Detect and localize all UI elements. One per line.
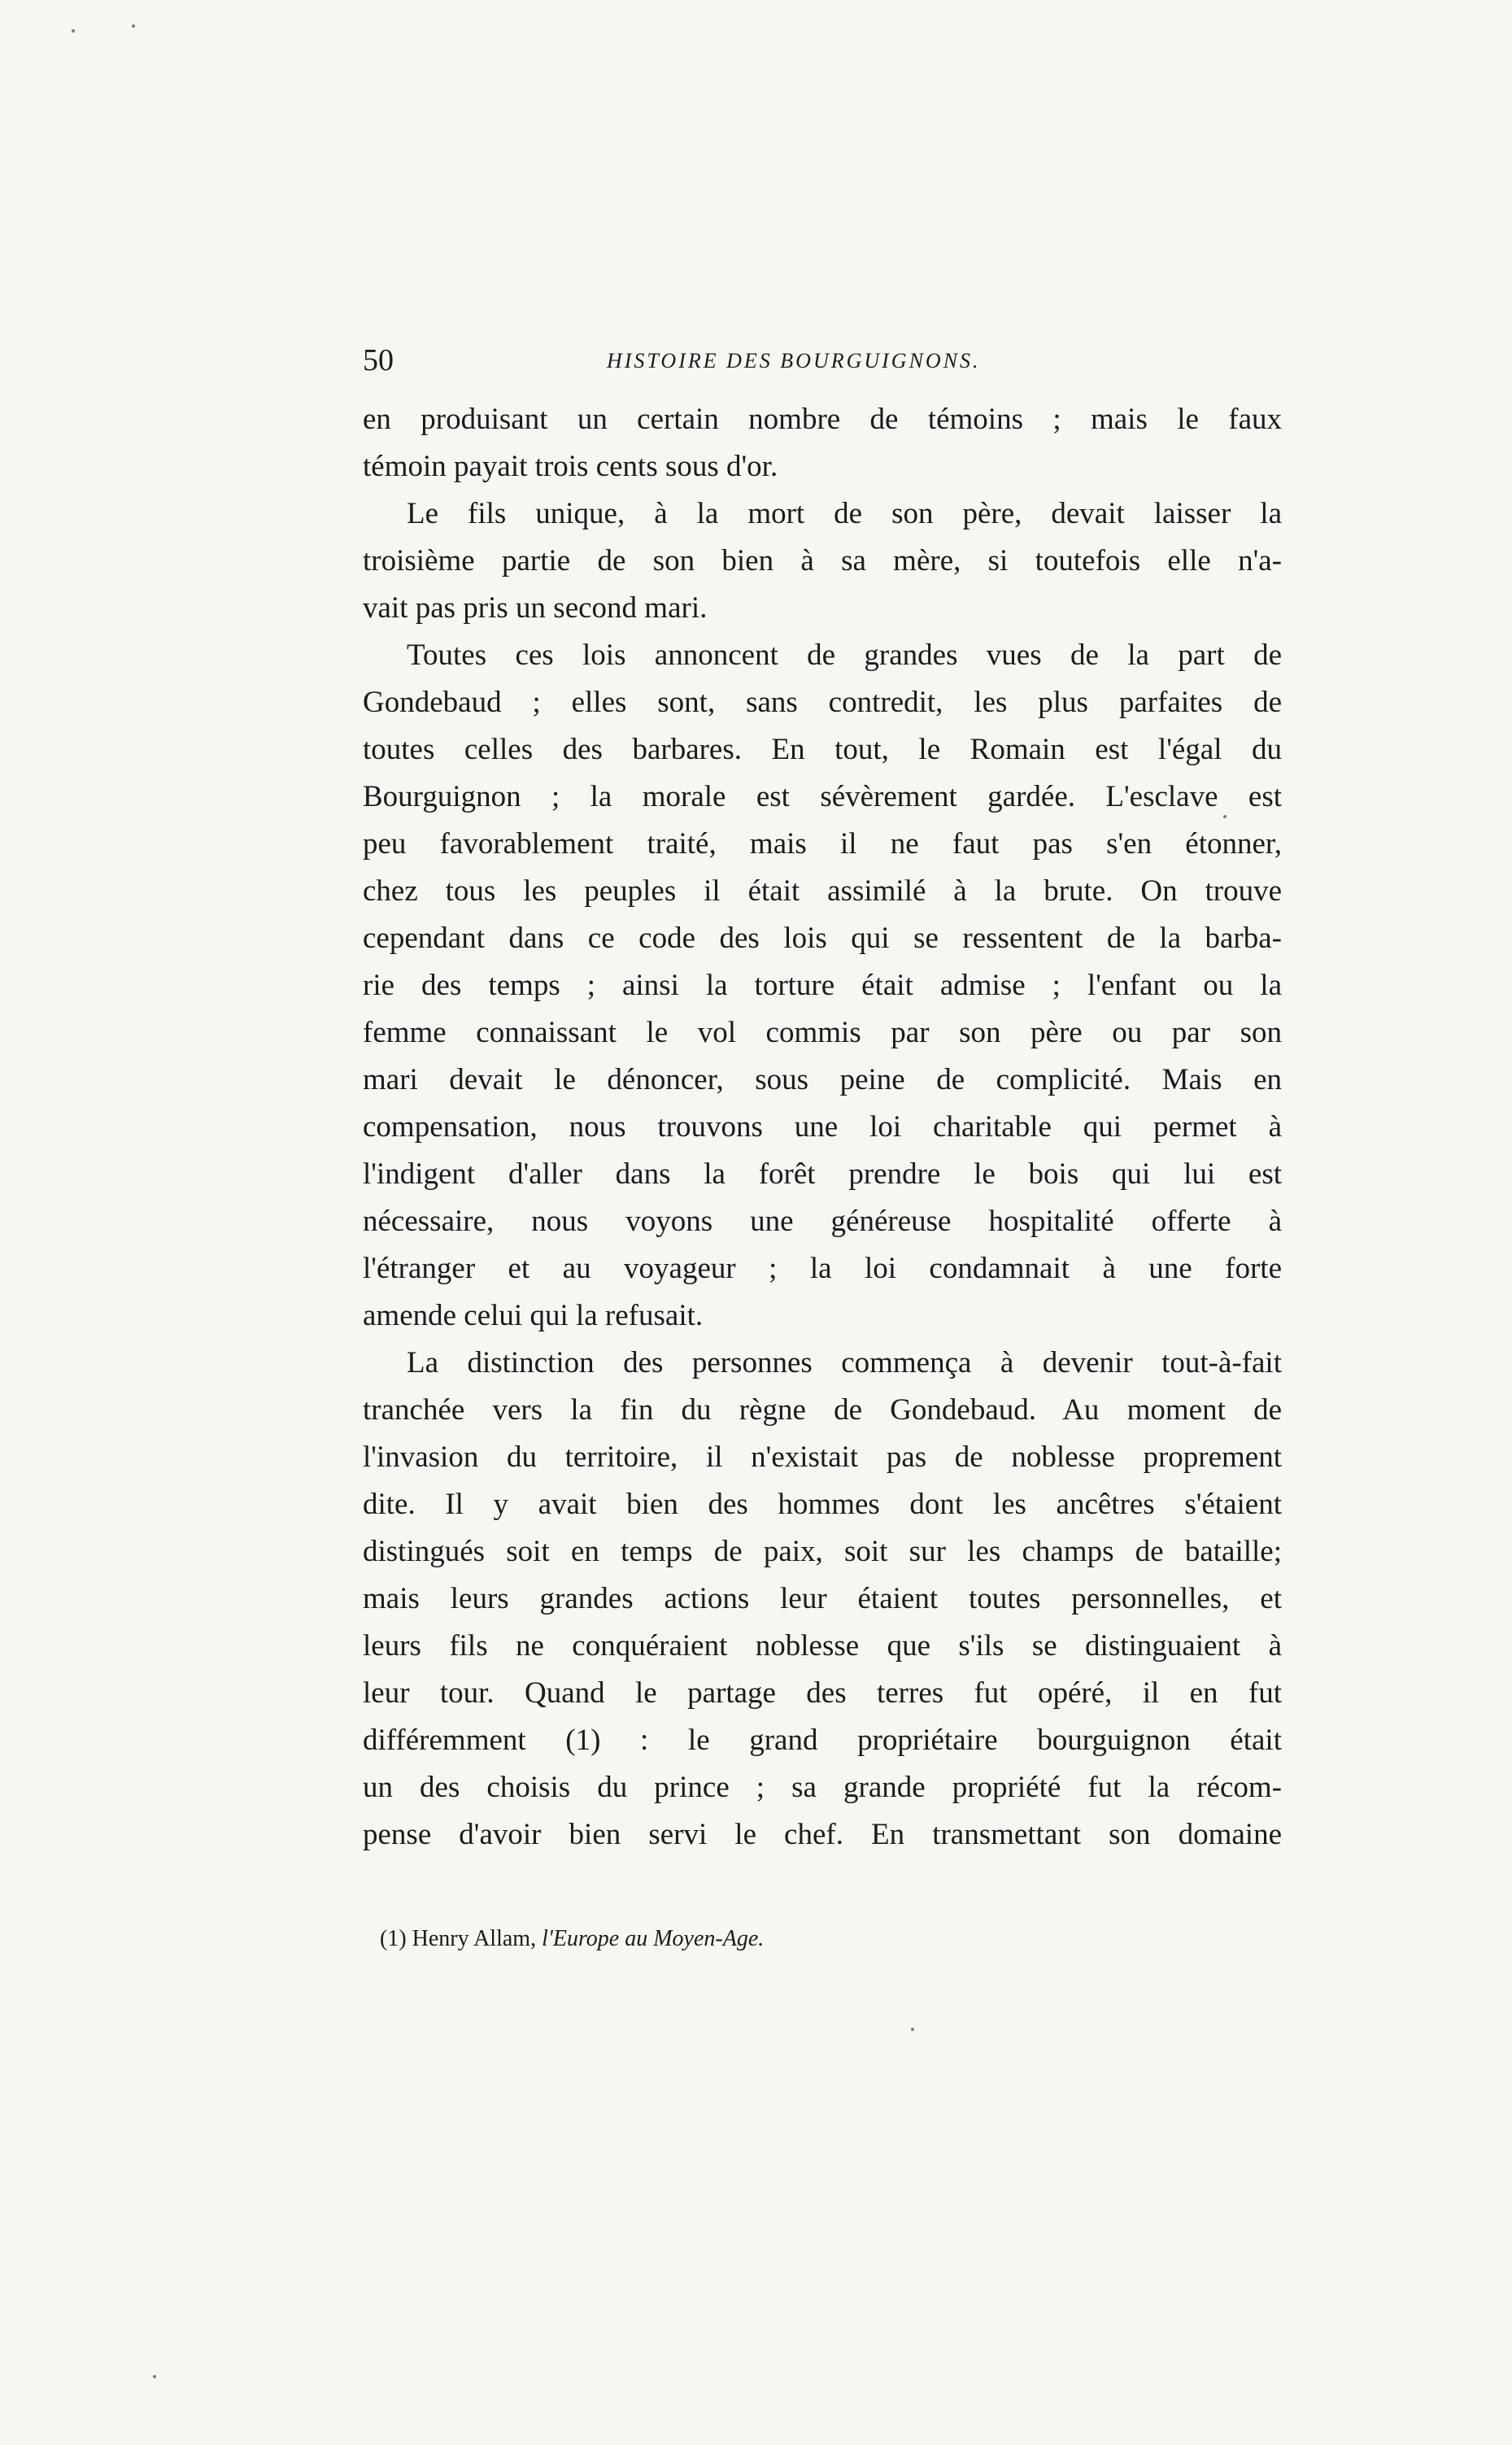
- page-header: [363, 340, 1282, 389]
- text-line: nécessaire, nous voyons une généreuse hospitalité offerte à: [363, 1205, 1282, 1238]
- text-line: l'invasion du territoire, il n'existait pas de noblesse proprement: [363, 1440, 1282, 1474]
- text-line: peu favorablement traité, mais il ne faut pas s'en étonner,: [363, 827, 1282, 861]
- text-line: leurs fils ne conquéraient noblesse que s'ils se distinguaient à: [363, 1629, 1282, 1663]
- text-line: témoin payait trois cents sous d'or.: [363, 450, 778, 483]
- footnote-work: l'Europe au Moyen-Age.: [542, 1926, 765, 1951]
- text-line: distingués soit en temps de paix, soit sur les champs de bataille;: [363, 1535, 1282, 1568]
- footnote-marker: (1): [380, 1926, 407, 1951]
- text-line: mari devait le dénoncer, sous peine de complicité. Mais en: [363, 1063, 1282, 1096]
- text-line: amende celui qui la refusait.: [363, 1299, 704, 1332]
- text-line: mais leurs grandes actions leur étaient toutes personnelles, et: [363, 1582, 1282, 1615]
- text-line: en produisant un certain nombre de témoins ; mais le faux: [363, 403, 1282, 436]
- text-line: La distinction des personnes commença à devenir tout-à-fait: [407, 1346, 1282, 1379]
- text-line: pense d'avoir bien servi le chef. En transmettant son domaine: [363, 1818, 1282, 1851]
- text-line: l'étranger et au voyageur ; la loi condamnait à une forte: [363, 1252, 1282, 1285]
- scan-speck: [72, 29, 75, 33]
- page-number: 50: [363, 343, 394, 377]
- text-line: leur tour. Quand le partage des terres fut opéré, il en fut: [363, 1676, 1282, 1710]
- scan-speck: [1223, 815, 1227, 818]
- text-line: tranchée vers la fin du règne de Gondebaud. Au moment de: [363, 1393, 1282, 1427]
- footnote-author: Henry Allam,: [412, 1926, 537, 1951]
- text-line: toutes celles des barbares. En tout, le Romain est l'égal du: [363, 733, 1282, 766]
- running-title: HISTOIRE DES BOURGUIGNONS.: [607, 349, 981, 373]
- text-line: femme connaissant le vol commis par son père ou par son: [363, 1016, 1282, 1049]
- text-line: chez tous les peuples il était assimilé à la brute. On trouve: [363, 874, 1282, 908]
- text-line: rie des temps ; ainsi la torture était admise ; l'enfant ou la: [363, 969, 1282, 1002]
- text-line: Le fils unique, à la mort de son père, devait laisser la: [407, 497, 1282, 530]
- body-text: [363, 396, 1282, 1859]
- scan-speck: [132, 24, 135, 28]
- footnote: [380, 1923, 764, 1955]
- text-line: l'indigent d'aller dans la forêt prendre le bois qui lui est: [363, 1157, 1282, 1191]
- text-line: dite. Il y avait bien des hommes dont les ancêtres s'étaient: [363, 1488, 1282, 1521]
- scan-speck: [911, 2028, 914, 2031]
- scan-speck: [153, 2375, 156, 2378]
- text-line: Bourguignon ; la morale est sévèrement gardée. L'esclave est: [363, 780, 1282, 813]
- text-line: troisième partie de son bien à sa mère, si toutefois elle n'a-: [363, 544, 1282, 577]
- text-line: cependant dans ce code des lois qui se ressentent de la barba-: [363, 922, 1282, 955]
- text-line: compensation, nous trouvons une loi charitable qui permet à: [363, 1110, 1282, 1144]
- text-line: vait pas pris un second mari.: [363, 591, 708, 625]
- text-line: Gondebaud ; elles sont, sans contredit, les plus parfaites de: [363, 686, 1282, 719]
- text-line: un des choisis du prince ; sa grande propriété fut la récom-: [363, 1771, 1282, 1804]
- text-line: différemment (1) : le grand propriétaire bourguignon était: [363, 1724, 1282, 1757]
- text-line: Toutes ces lois annoncent de grandes vues de la part de: [407, 638, 1282, 672]
